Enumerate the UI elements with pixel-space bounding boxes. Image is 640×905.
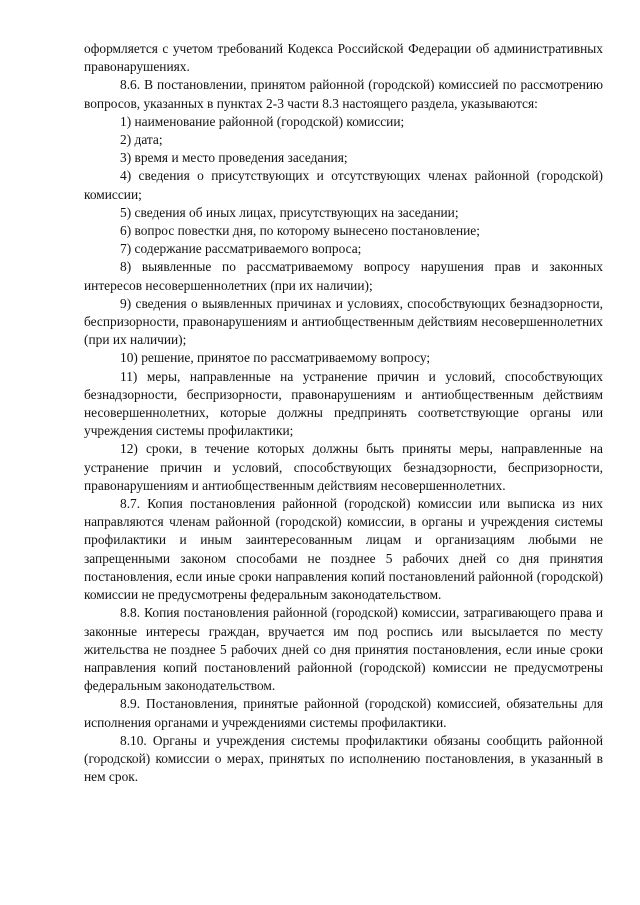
list-item-12: 12) сроки, в течение которых должны быть приняты меры, направленные на устранение причин и условий, способствующих безнадзорности, беспризорности, правонарушениям и антиобщественным действиям несовершеннолетних.: [84, 441, 603, 493]
paragraph-8-7: 8.7. Копия постановления районной (городской) комиссии или выписка из них направляются членам районной (городской) комиссии, в органы и учреждения системы профилактики и иным заинтересованным лицам и организациям любыми не запрещенными законом способами не позднее 5 рабочих дней со дня принятия постановления, если иные сроки направления копий постановлений районной (городской) комиссии не предусмотрены федеральным законодательством.: [84, 496, 603, 603]
list-item-8: 8) выявленные по рассматриваемому вопросу нарушения прав и законных интересов несовершеннолетних (при их наличии);: [84, 259, 603, 293]
list-item-3: 3) время и место проведения заседания;: [120, 150, 348, 166]
list-item-4: 4) сведения о присутствующих и отсутствующих членах районной (городской) комиссии;: [84, 168, 603, 202]
list-item-10: 10) решение, принятое по рассматриваемому вопросу;: [120, 350, 431, 366]
list-item-1: 1) наименование районной (городской) комиссии;: [120, 113, 405, 129]
document-page: [84, 40, 603, 786]
paragraph-8-6: 8.6. В постановлении, принятом районной (городской) комиссией по рассмотрению вопросов, указанных в пунктах 2-3 части 8.3 настоящего раздела, указываются:: [84, 77, 603, 111]
list-item-2: 2) дата;: [120, 132, 163, 148]
paragraph-8-8: 8.8. Копия постановления районной (городской) комиссии, затрагивающего права и законные интересы граждан, вручается им под роспись или высылается по месту жительства не позднее 5 рабочих дней со дня принятия постановления, если иные сроки направления копий постановлений районной (городской) комиссии не предусмотрены федеральным законодательством.: [84, 605, 603, 694]
list-item-5: 5) сведения об иных лицах, присутствующих на заседании;: [120, 204, 459, 220]
list-item-6: 6) вопрос повестки дня, по которому вынесено постановление;: [120, 223, 480, 239]
list-item-11: 11) меры, направленные на устранение причин и условий, способствующих безнадзорности, беспризорности, правонарушениям и антиобщественным действиям несовершеннолетних, которые должны предпринять соответствующие органы или учреждения системы профилактики;: [84, 368, 603, 439]
paragraph-8-9: 8.9. Постановления, принятые районной (городской) комиссией, обязательны для исполнения органами и учреждениями системы профилактики.: [84, 696, 603, 730]
list-item-7: 7) содержание рассматриваемого вопроса;: [120, 241, 362, 257]
paragraph-continuation: оформляется с учетом требований Кодекса Российской Федерации об административных правонарушениях.: [84, 41, 603, 75]
paragraph-8-10: 8.10. Органы и учреждения системы профилактики обязаны сообщить районной (городской) комиссии о мерах, принятых по исполнению постановления, в указанный в нем срок.: [84, 732, 603, 785]
list-item-9: 9) сведения о выявленных причинах и условиях, способствующих безнадзорности, беспризорности, правонарушениям и антиобщественным действиям несовершеннолетних (при их наличии);: [84, 295, 603, 348]
